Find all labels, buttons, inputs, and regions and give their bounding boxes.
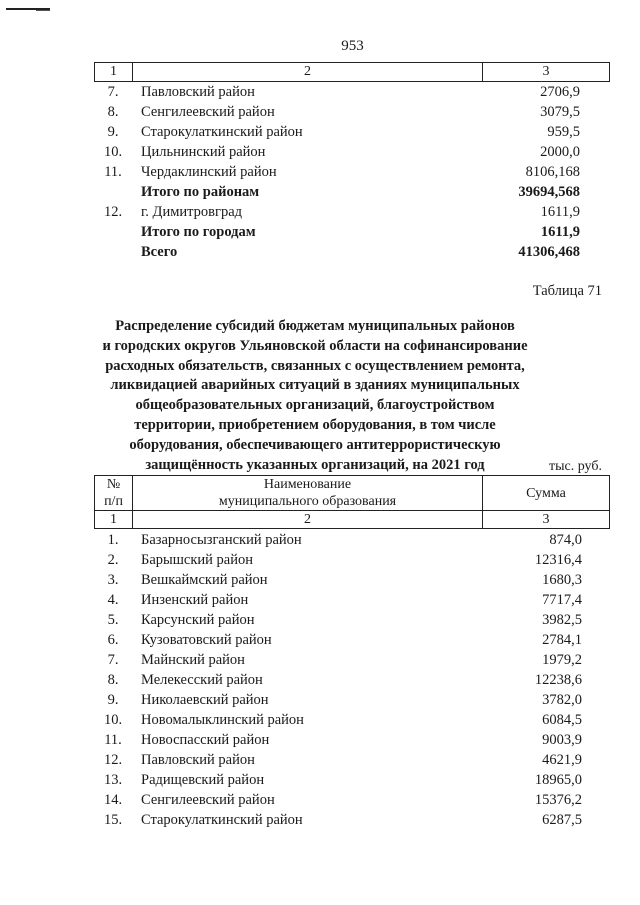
table-row [94, 750, 582, 770]
row-name: Новомалыклинский район [141, 712, 304, 728]
row-value: 2784,1 [542, 632, 582, 648]
table1-header-col1: 1 [95, 63, 133, 81]
row-number: 10. [103, 144, 123, 160]
table-row [94, 690, 582, 710]
row-value: 3782,0 [542, 692, 582, 708]
row-value: 1979,2 [542, 652, 582, 668]
row-name: Старокулаткинский район [141, 124, 303, 140]
row-name: Чердаклинский район [141, 164, 277, 180]
row-value: 18965,0 [534, 772, 582, 788]
table-row [94, 790, 582, 810]
row-number: 3. [107, 572, 119, 588]
table1-body [94, 82, 580, 262]
row-name: Всего [141, 244, 178, 260]
table-row [94, 222, 580, 242]
row-name: Сенгилеевский район [141, 104, 275, 120]
table-row [94, 82, 580, 102]
row-number: 9. [107, 124, 119, 140]
table2-header-number-line2: п/п [104, 494, 123, 509]
table-row [94, 202, 580, 222]
table2-header-name-line2: муниципального образования [218, 494, 397, 509]
row-name: Барышский район [141, 552, 253, 568]
row-value: 8106,168 [525, 164, 580, 180]
table2-numbering-col2: 2 [133, 511, 483, 528]
row-value: 15376,2 [534, 792, 582, 808]
row-number: 2. [107, 552, 119, 568]
row-name: Николаевский район [141, 692, 269, 708]
table1-header-col2: 2 [133, 63, 483, 81]
table-row [94, 810, 582, 830]
row-number: 13. [103, 772, 123, 788]
title-line: ликвидацией аварийных ситуаций в зданиях муниципальных [110, 377, 520, 394]
title-line: территории, приобретением оборудования, в том числе [134, 416, 496, 433]
table2-header-number [95, 476, 133, 510]
row-name: Павловский район [141, 84, 255, 100]
table2-numbering-col1: 1 [95, 511, 133, 528]
row-number: 1. [107, 532, 119, 548]
row-number: 9. [107, 692, 119, 708]
row-number: 12. [103, 752, 123, 768]
row-value: 874,0 [549, 532, 582, 548]
row-value: 41306,468 [518, 244, 580, 260]
table-row [94, 630, 582, 650]
title-line: защищённость указанных организаций, на 2021 год [145, 456, 485, 473]
row-number: 8. [107, 104, 119, 120]
row-value: 1680,3 [542, 572, 582, 588]
row-name: Вешкаймский район [141, 572, 268, 588]
row-name: Карсунский район [141, 612, 255, 628]
table2-body [94, 530, 582, 830]
row-value: 12316,4 [534, 552, 582, 568]
table1-header [94, 62, 610, 82]
row-name: Старокулаткинский район [141, 812, 303, 828]
title-line: оборудования, обеспечивающего антитеррористическую [129, 436, 501, 453]
row-value: 6084,5 [542, 712, 582, 728]
row-name: Кузоватовский район [141, 632, 272, 648]
row-value: 959,5 [547, 124, 580, 140]
row-number: 14. [103, 792, 123, 808]
table-label: Таблица 71 [532, 283, 602, 299]
row-name: Инзенский район [141, 592, 249, 608]
row-value: 2000,0 [540, 144, 580, 160]
table-row [94, 570, 582, 590]
table-row [94, 650, 582, 670]
row-name: Радищевский район [141, 772, 265, 788]
title-line: расходных обязательств, связанных с осуществлением ремонта, [105, 357, 525, 374]
page-number: 953 [341, 38, 364, 54]
table-row [94, 590, 582, 610]
row-number: 12. [103, 204, 123, 220]
row-number: 15. [103, 812, 123, 828]
row-value: 9003,9 [542, 732, 582, 748]
row-value: 4621,9 [542, 752, 582, 768]
row-value: 12238,6 [534, 672, 582, 688]
table-row [94, 182, 580, 202]
table-row [94, 122, 580, 142]
row-number: 8. [107, 672, 119, 688]
row-name: Павловский район [141, 752, 255, 768]
row-value: 3079,5 [540, 104, 580, 120]
table-row [94, 142, 580, 162]
row-name: Мелекесский район [141, 672, 263, 688]
table-row [94, 162, 580, 182]
table-row [94, 550, 582, 570]
row-value: 1611,9 [540, 204, 580, 220]
table2-numbering [94, 510, 610, 529]
row-value: 39694,568 [518, 184, 580, 200]
row-number: 4. [107, 592, 119, 608]
table2-header-sum: Сумма [526, 485, 566, 501]
unit-label: тыс. руб. [549, 459, 602, 474]
table-row [94, 710, 582, 730]
row-name: Итого по районам [141, 184, 260, 200]
row-value: 6287,5 [542, 812, 582, 828]
row-value: 7717,4 [542, 592, 582, 608]
row-name: Сенгилеевский район [141, 792, 275, 808]
row-number: 6. [107, 632, 119, 648]
table2-header-name-line1: Наименование [263, 477, 352, 492]
row-name: Майнский район [141, 652, 245, 668]
table2-header [94, 475, 610, 511]
table-row [94, 102, 580, 122]
table-row [94, 730, 582, 750]
row-name: г. Димитровград [141, 204, 243, 220]
row-value: 3982,5 [542, 612, 582, 628]
table-row [94, 670, 582, 690]
table2-header-name [133, 476, 483, 510]
row-name: Новоспасский район [141, 732, 270, 748]
table2-numbering-col3: 3 [542, 512, 550, 527]
row-value: 1611,9 [540, 224, 580, 240]
row-value: 2706,9 [540, 84, 580, 100]
row-number: 10. [103, 712, 123, 728]
title-line: Распределение субсидий бюджетам муниципальных районов [115, 318, 515, 334]
table-row [94, 770, 582, 790]
table1-header-col3: 3 [542, 64, 550, 79]
title-line: общеобразовательных организаций, благоустройством [135, 397, 495, 414]
table-row [94, 530, 582, 550]
row-name: Базарносызганский район [141, 532, 302, 548]
row-number: 5. [107, 612, 119, 628]
table-title [100, 317, 530, 475]
row-number: 11. [104, 164, 122, 180]
table-row [94, 610, 582, 630]
row-name: Итого по городам [141, 224, 256, 240]
table2-header-number-line1: № [106, 477, 121, 492]
table-row [94, 242, 580, 262]
row-number: 7. [107, 84, 119, 100]
row-name: Цильнинский район [141, 144, 266, 160]
row-number: 11. [104, 732, 122, 748]
title-line: и городских округов Ульяновской области на софинансирование [102, 337, 528, 354]
row-number: 7. [107, 652, 119, 668]
scan-mark-tail [36, 10, 50, 11]
